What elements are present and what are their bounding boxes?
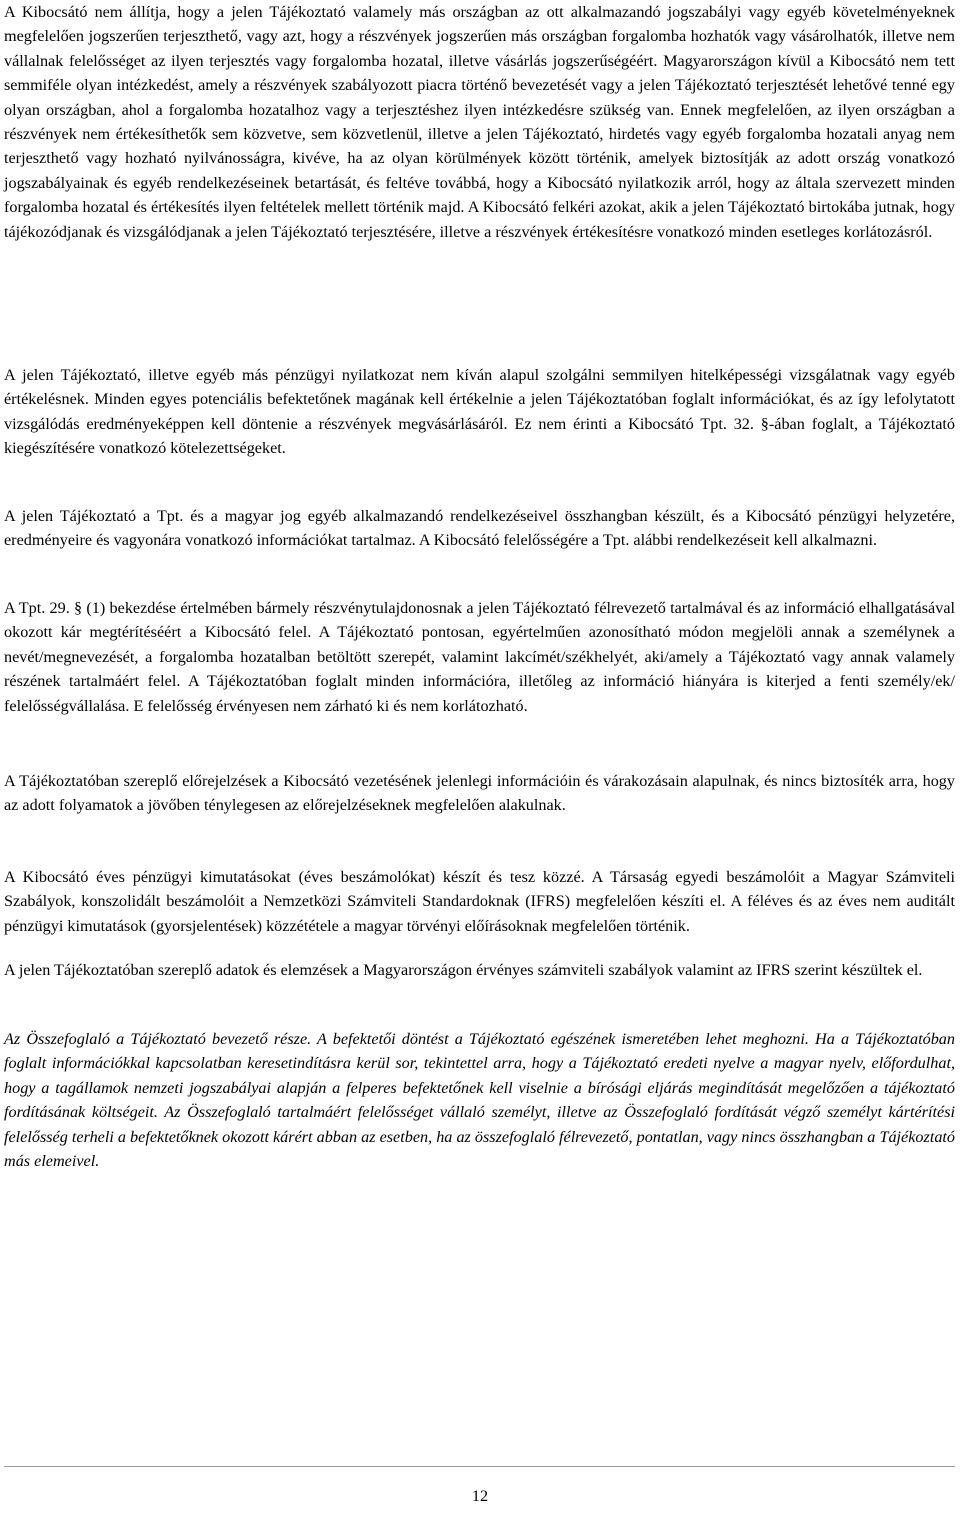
- paragraph-forecasts: A Tájékoztatóban szereplő előrejelzések a Kibocsátó vezetésének jelenlegi információin és várakozásain alapulnak, és nincs biztosíték arra, hogy az adott folyamatok a jövőben ténylegesen az előrejelzéseknek megfelelően alakulnak.: [4, 772, 955, 815]
- page-number: 12: [471, 1487, 489, 1505]
- paragraph-accounting-rules: A jelen Tájékoztatóban szereplő adatok és elemzések a Magyarországon érvényes számviteli szabályok valamint az IFRS szerint készültek el.: [4, 961, 923, 979]
- paragraph-financial-statements: A Kibocsátó éves pénzügyi kimutatásokat (éves beszámolókat) készít és tesz közzé. A Társaság egyedi beszámolóit a Magyar Számviteli Szabályok, konszolidált beszámolóit a Nemzetközi Számviteli Standardoknak (IFRS) megfelelően készíti el. A féléves és az éves nem auditált pénzügyi kimutatások (gyorsjelentések) közzététele a magyar törvényi előírásoknak megfelelően történik.: [4, 868, 955, 935]
- paragraph-foreign-distribution: A Kibocsátó nem állítja, hogy a jelen Tájékoztató valamely más országban az ott alkalmazandó jogszabályi vagy egyéb követelményeknek megfelelően jogszerűen terjeszthető, vagy azt, hogy a részvények jogszerűen más országban forgalomba hozhatók vagy vásárolhatók, illetve nem vállalnak felelősséget az ilyen terjesztés vagy forgalomba hozatal, illetve vásárlás jogszerűségéért. Magyarországon kívül a Kibocsátó nem tett semmiféle olyan intézkedést, amely a részvények szabályozott piacra történő bevezetését vagy a jelen Tájékoztató terjesztését lehetővé tenné egy olyan országban, ahol a forgalomba hozatalhoz vagy a terjesztéshez ilyen intézkedésre szükség van. Ennek megfelelően, az ilyen országban a részvények nem értékesíthetők sem közvetve, sem közvetlenül, illetve a jelen Tájékoztató, hirdetés vagy egyéb forgalomba hozatali anyag nem terjeszthető vagy hozható nyilvánosságra, kivéve, ha az olyan körülmények között történik, amelyek biztosítják az adott ország vonatkozó jogszabályainak és egyéb rendelkezéseinek betartását, és feltéve továbbá, hogy a Kibocsátó nyilatkozik arról, hogy az általa szervezett minden forgalomba hozatal és értékesítés ilyen feltételek mellett történik majd. A Kibocsátó felkéri azokat, akik a jelen Tájékoztató birtokába jutnak, hogy tájékozódjanak és vizsgálódjanak a jelen Tájékoztató terjesztésére, illetve a részvények értékesítésre vonatkozó minden esetleges korlátozásról.: [4, 3, 955, 241]
- footer-divider: [4, 1466, 955, 1467]
- paragraph-liability: A Tpt. 29. § (1) bekezdése értelmében bármely részvénytulajdonosnak a jelen Tájékoztató félrevezető tartalmával és az információ elhallgatásával okozott kár megtérítéséért a Kibocsátó felel. A Tájékoztató pontosan, egyértelműen azonosítható módon megjelöli annak a személynek a nevét/megnevezését, a forgalomba hozatalban betöltött szerepét, valamint lakcímét/székhelyét, aki/amely a Tájékoztató vagy annak valamely részének tartalmáért felel. A Tájékoztatóban foglalt minden információra, illetőleg az információ hiányára is kiterjed a fenti személy/ek/ felelősségvállalása. E felelősség érvényesen nem zárható ki és nem korlátozható.: [4, 599, 955, 715]
- paragraph-summary-notice: Az Összefoglaló a Tájékoztató bevezető része. A befektetői döntést a Tájékoztató egészének ismeretében lehet meghozni. Ha a Tájékoztatóban foglalt információkkal kapcsolatban keresetindításra kerül sor, tekintettel arra, hogy a Tájékoztató eredeti nyelve a magyar nyelv, előfordulhat, hogy a tagállamok nemzeti jogszabályai alapján a felperes befektetőnek kell viselnie a bírósági eljárás megindítását megelőzően a tájékoztató fordításának költségeit. Az Összefoglaló tartalmáért felelősséget vállaló személyt, illetve az Összefoglaló fordítását végző személyt kártérítési felelősség terheli a befektetőknek okozott kárért abban az esetben, ha az összefoglaló félrevezető, pontatlan, vagy nincs összhangban a Tájékoztató más elemeivel.: [4, 1030, 955, 1171]
- paragraph-legal-basis: A jelen Tájékoztató a Tpt. és a magyar jog egyéb alkalmazandó rendelkezéseivel összhangban készült, és a Kibocsátó pénzügyi helyzetére, eredményeire és vagyonára vonatkozó információkat tartalmaz. A Kibocsátó felelősségére a Tpt. alábbi rendelkezéseit kell alkalmazni.: [4, 507, 955, 550]
- paragraph-investor-evaluation: A jelen Tájékoztató, illetve egyéb más pénzügyi nyilatkozat nem kíván alapul szolgálni semmilyen hitelképességi vizsgálatnak vagy egyéb értékelésnek. Minden egyes potenciális befektetőnek magának kell értékelnie a jelen Tájékoztatóban foglalt információkat, és az így lefolytatott vizsgálódás eredményeképpen kell döntenie a részvények megvásárlásáról. Ez nem érinti a Kibocsátó Tpt. 32. §-ában foglalt, a Tájékoztató kiegészítésére vonatkozó kötelezettségeket.: [4, 366, 955, 458]
